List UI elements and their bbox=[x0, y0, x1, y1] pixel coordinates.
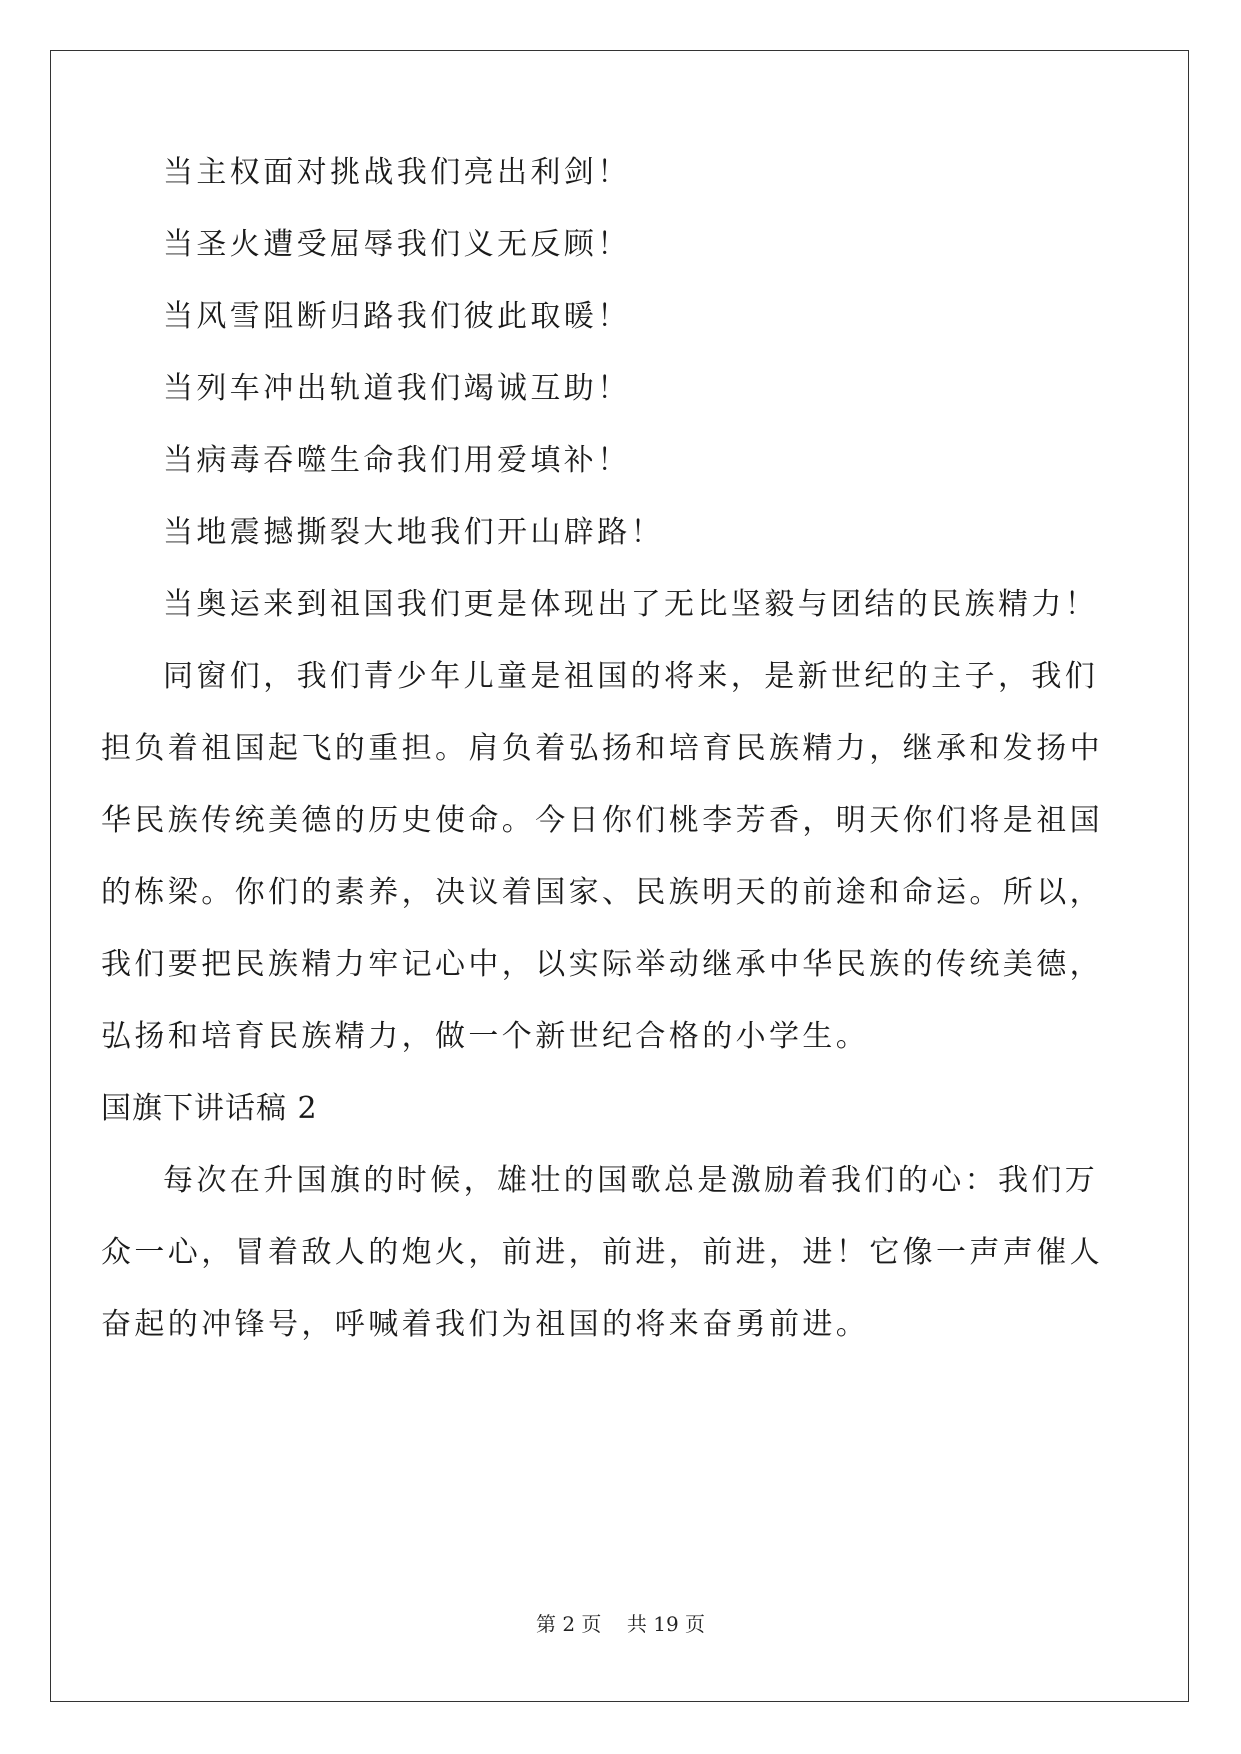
paragraph-line: 同窗们，我们青少年儿童是祖国的将来，是新世纪的主子，我们 bbox=[163, 659, 1099, 694]
section-heading: 国旗下讲话稿 2 bbox=[101, 1091, 318, 1126]
paragraph-line: 当病毒吞噬生命我们用爱填补！ bbox=[163, 443, 631, 478]
paragraph-line: 当地震撼撕裂大地我们开山辟路！ bbox=[163, 515, 664, 550]
paragraph-line: 众一心，冒着敌人的炮火，前进，前进，前进，进！它像一声声催人 bbox=[101, 1235, 1103, 1270]
page-number: 第 2 页 bbox=[535, 1612, 602, 1636]
page-footer bbox=[0, 1612, 1241, 1636]
paragraph-line: 每次在升国旗的时候，雄壮的国歌总是激励着我们的心：我们万 bbox=[163, 1163, 1099, 1198]
paragraph-line: 奋起的冲锋号，呼喊着我们为祖国的将来奋勇前进。 bbox=[101, 1307, 870, 1342]
page-total: 共 19 页 bbox=[626, 1612, 706, 1636]
paragraph-line: 弘扬和培育民族精力，做一个新世纪合格的小学生。 bbox=[101, 1019, 870, 1054]
paragraph-line: 的栋梁。你们的素养，决议着国家、民族明天的前途和命运。所以， bbox=[101, 875, 1103, 910]
paragraph-line: 当风雪阻断归路我们彼此取暖！ bbox=[163, 299, 631, 334]
paragraph-line: 华民族传统美德的历史使命。今日你们桃李芳香，明天你们将是祖国 bbox=[101, 803, 1103, 838]
paragraph-line: 担负着祖国起飞的重担。肩负着弘扬和培育民族精力，继承和发扬中 bbox=[101, 731, 1103, 766]
paragraph-line: 当圣火遭受屈辱我们义无反顾！ bbox=[163, 227, 631, 262]
paragraph-line: 当主权面对挑战我们亮出利剑！ bbox=[163, 155, 631, 190]
paragraph-line: 当奥运来到祖国我们更是体现出了无比坚毅与团结的民族精力！ bbox=[163, 587, 1099, 622]
paragraph-line: 当列车冲出轨道我们竭诚互助！ bbox=[163, 371, 631, 406]
paragraph-line: 我们要把民族精力牢记心中，以实际举动继承中华民族的传统美德， bbox=[101, 947, 1103, 982]
